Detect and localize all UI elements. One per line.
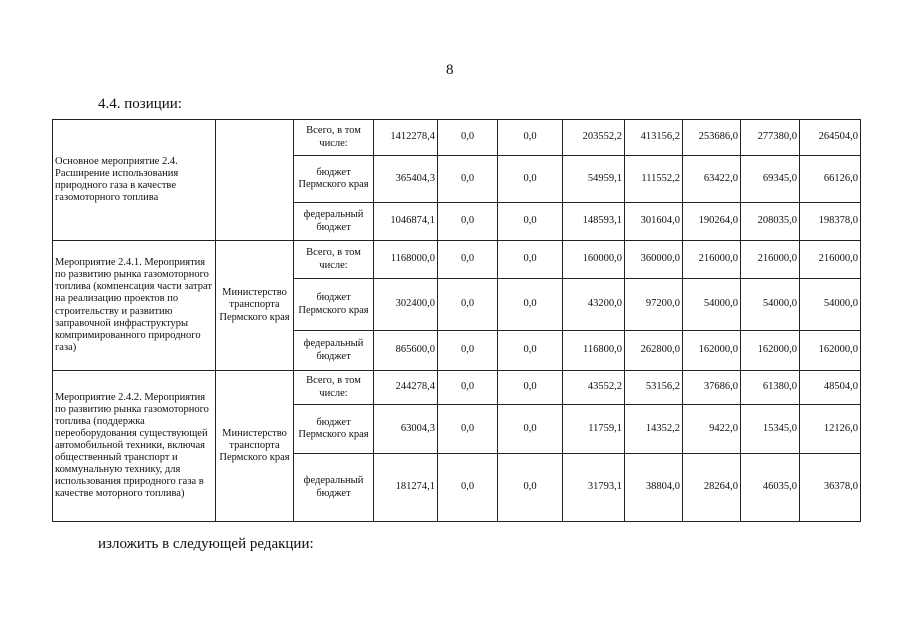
amount-cell: 302400,0 [374,279,438,331]
funding-source-cell: Всего, в том числе: [294,241,374,279]
amount-cell: 0,0 [498,454,563,522]
amount-cell: 148593,1 [563,203,625,241]
amount-cell: 46035,0 [741,454,800,522]
amount-cell: 0,0 [438,405,498,454]
executor-cell [216,120,294,241]
amount-cell: 0,0 [438,203,498,241]
amount-cell: 365404,3 [374,156,438,203]
amount-cell: 0,0 [498,156,563,203]
amount-cell: 111552,2 [625,156,683,203]
page-number: 8 [446,62,454,78]
funding-source-cell: Всего, в том числе: [294,120,374,156]
amount-cell: 1046874,1 [374,203,438,241]
amount-cell: 162000,0 [741,331,800,371]
amount-cell: 61380,0 [741,371,800,405]
table-row [53,120,861,156]
activity-name-cell: Мероприятие 2.4.1. Мероприятия по развитию рынка газомоторного топлива (компенсация части затрат на реализацию проектов по строительству и развитию заправочной инфраструктуры компримированного природного газа) [53,241,216,371]
executor-cell: Министерство транспорта Пермского края [216,371,294,522]
amount-cell: 264504,0 [800,120,861,156]
amount-cell: 28264,0 [683,454,741,522]
amount-cell: 1168000,0 [374,241,438,279]
table-row [53,371,861,405]
amount-cell: 198378,0 [800,203,861,241]
amount-cell: 12126,0 [800,405,861,454]
amount-cell: 36378,0 [800,454,861,522]
amount-cell: 54000,0 [741,279,800,331]
amount-cell: 0,0 [498,371,563,405]
amount-cell: 38804,0 [625,454,683,522]
program-funding-table [52,119,861,522]
amount-cell: 160000,0 [563,241,625,279]
amount-cell: 0,0 [498,405,563,454]
amount-cell: 865600,0 [374,331,438,371]
amount-cell: 181274,1 [374,454,438,522]
amount-cell: 116800,0 [563,331,625,371]
amount-cell: 244278,4 [374,371,438,405]
amount-cell: 9422,0 [683,405,741,454]
amount-cell: 0,0 [438,371,498,405]
amount-cell: 253686,0 [683,120,741,156]
funding-source-cell: федеральный бюджет [294,203,374,241]
amount-cell: 162000,0 [683,331,741,371]
amount-cell: 53156,2 [625,371,683,405]
executor-cell: Министерство транспорта Пермского края [216,241,294,371]
amount-cell: 0,0 [498,241,563,279]
section-heading: 4.4. позиции: [98,96,182,112]
funding-source-cell: бюджет Пермского края [294,156,374,203]
amount-cell: 11759,1 [563,405,625,454]
activity-name-cell: Основное мероприятие 2.4. Расширение использования природного газа в качестве газомоторного топлива [53,120,216,241]
amount-cell: 69345,0 [741,156,800,203]
amount-cell: 162000,0 [800,331,861,371]
amount-cell: 1412278,4 [374,120,438,156]
amount-cell: 0,0 [438,331,498,371]
amount-cell: 54000,0 [800,279,861,331]
amount-cell: 97200,0 [625,279,683,331]
amount-cell: 54000,0 [683,279,741,331]
amount-cell: 190264,0 [683,203,741,241]
funding-source-cell: Всего, в том числе: [294,371,374,405]
funding-source-cell: бюджет Пермского края [294,405,374,454]
amount-cell: 43200,0 [563,279,625,331]
funding-source-cell: бюджет Пермского края [294,279,374,331]
activity-name-cell: Мероприятие 2.4.2. Мероприятия по развитию рынка газомоторного топлива (поддержка переоборудования существующей автомобильной техники, включая общественный транспорт и коммунальную технику, для использования природного газа в качестве моторного топлива) [53,371,216,522]
amount-cell: 0,0 [438,454,498,522]
amount-cell: 216000,0 [683,241,741,279]
amount-cell: 0,0 [498,279,563,331]
amount-cell: 37686,0 [683,371,741,405]
amount-cell: 0,0 [438,156,498,203]
amount-cell: 0,0 [498,331,563,371]
funding-source-cell: федеральный бюджет [294,454,374,522]
amount-cell: 15345,0 [741,405,800,454]
amount-cell: 301604,0 [625,203,683,241]
amount-cell: 0,0 [438,241,498,279]
amount-cell: 0,0 [438,120,498,156]
funding-source-cell: федеральный бюджет [294,331,374,371]
amount-cell: 31793,1 [563,454,625,522]
amount-cell: 0,0 [498,120,563,156]
amount-cell: 277380,0 [741,120,800,156]
amount-cell: 54959,1 [563,156,625,203]
amount-cell: 14352,2 [625,405,683,454]
amount-cell: 48504,0 [800,371,861,405]
amount-cell: 0,0 [498,203,563,241]
amount-cell: 413156,2 [625,120,683,156]
amount-cell: 63004,3 [374,405,438,454]
amount-cell: 216000,0 [741,241,800,279]
amount-cell: 360000,0 [625,241,683,279]
amount-cell: 203552,2 [563,120,625,156]
amount-cell: 0,0 [438,279,498,331]
table-row [53,241,861,279]
footer-text: изложить в следующей редакции: [98,536,314,552]
amount-cell: 66126,0 [800,156,861,203]
amount-cell: 208035,0 [741,203,800,241]
amount-cell: 216000,0 [800,241,861,279]
amount-cell: 262800,0 [625,331,683,371]
amount-cell: 43552,2 [563,371,625,405]
amount-cell: 63422,0 [683,156,741,203]
